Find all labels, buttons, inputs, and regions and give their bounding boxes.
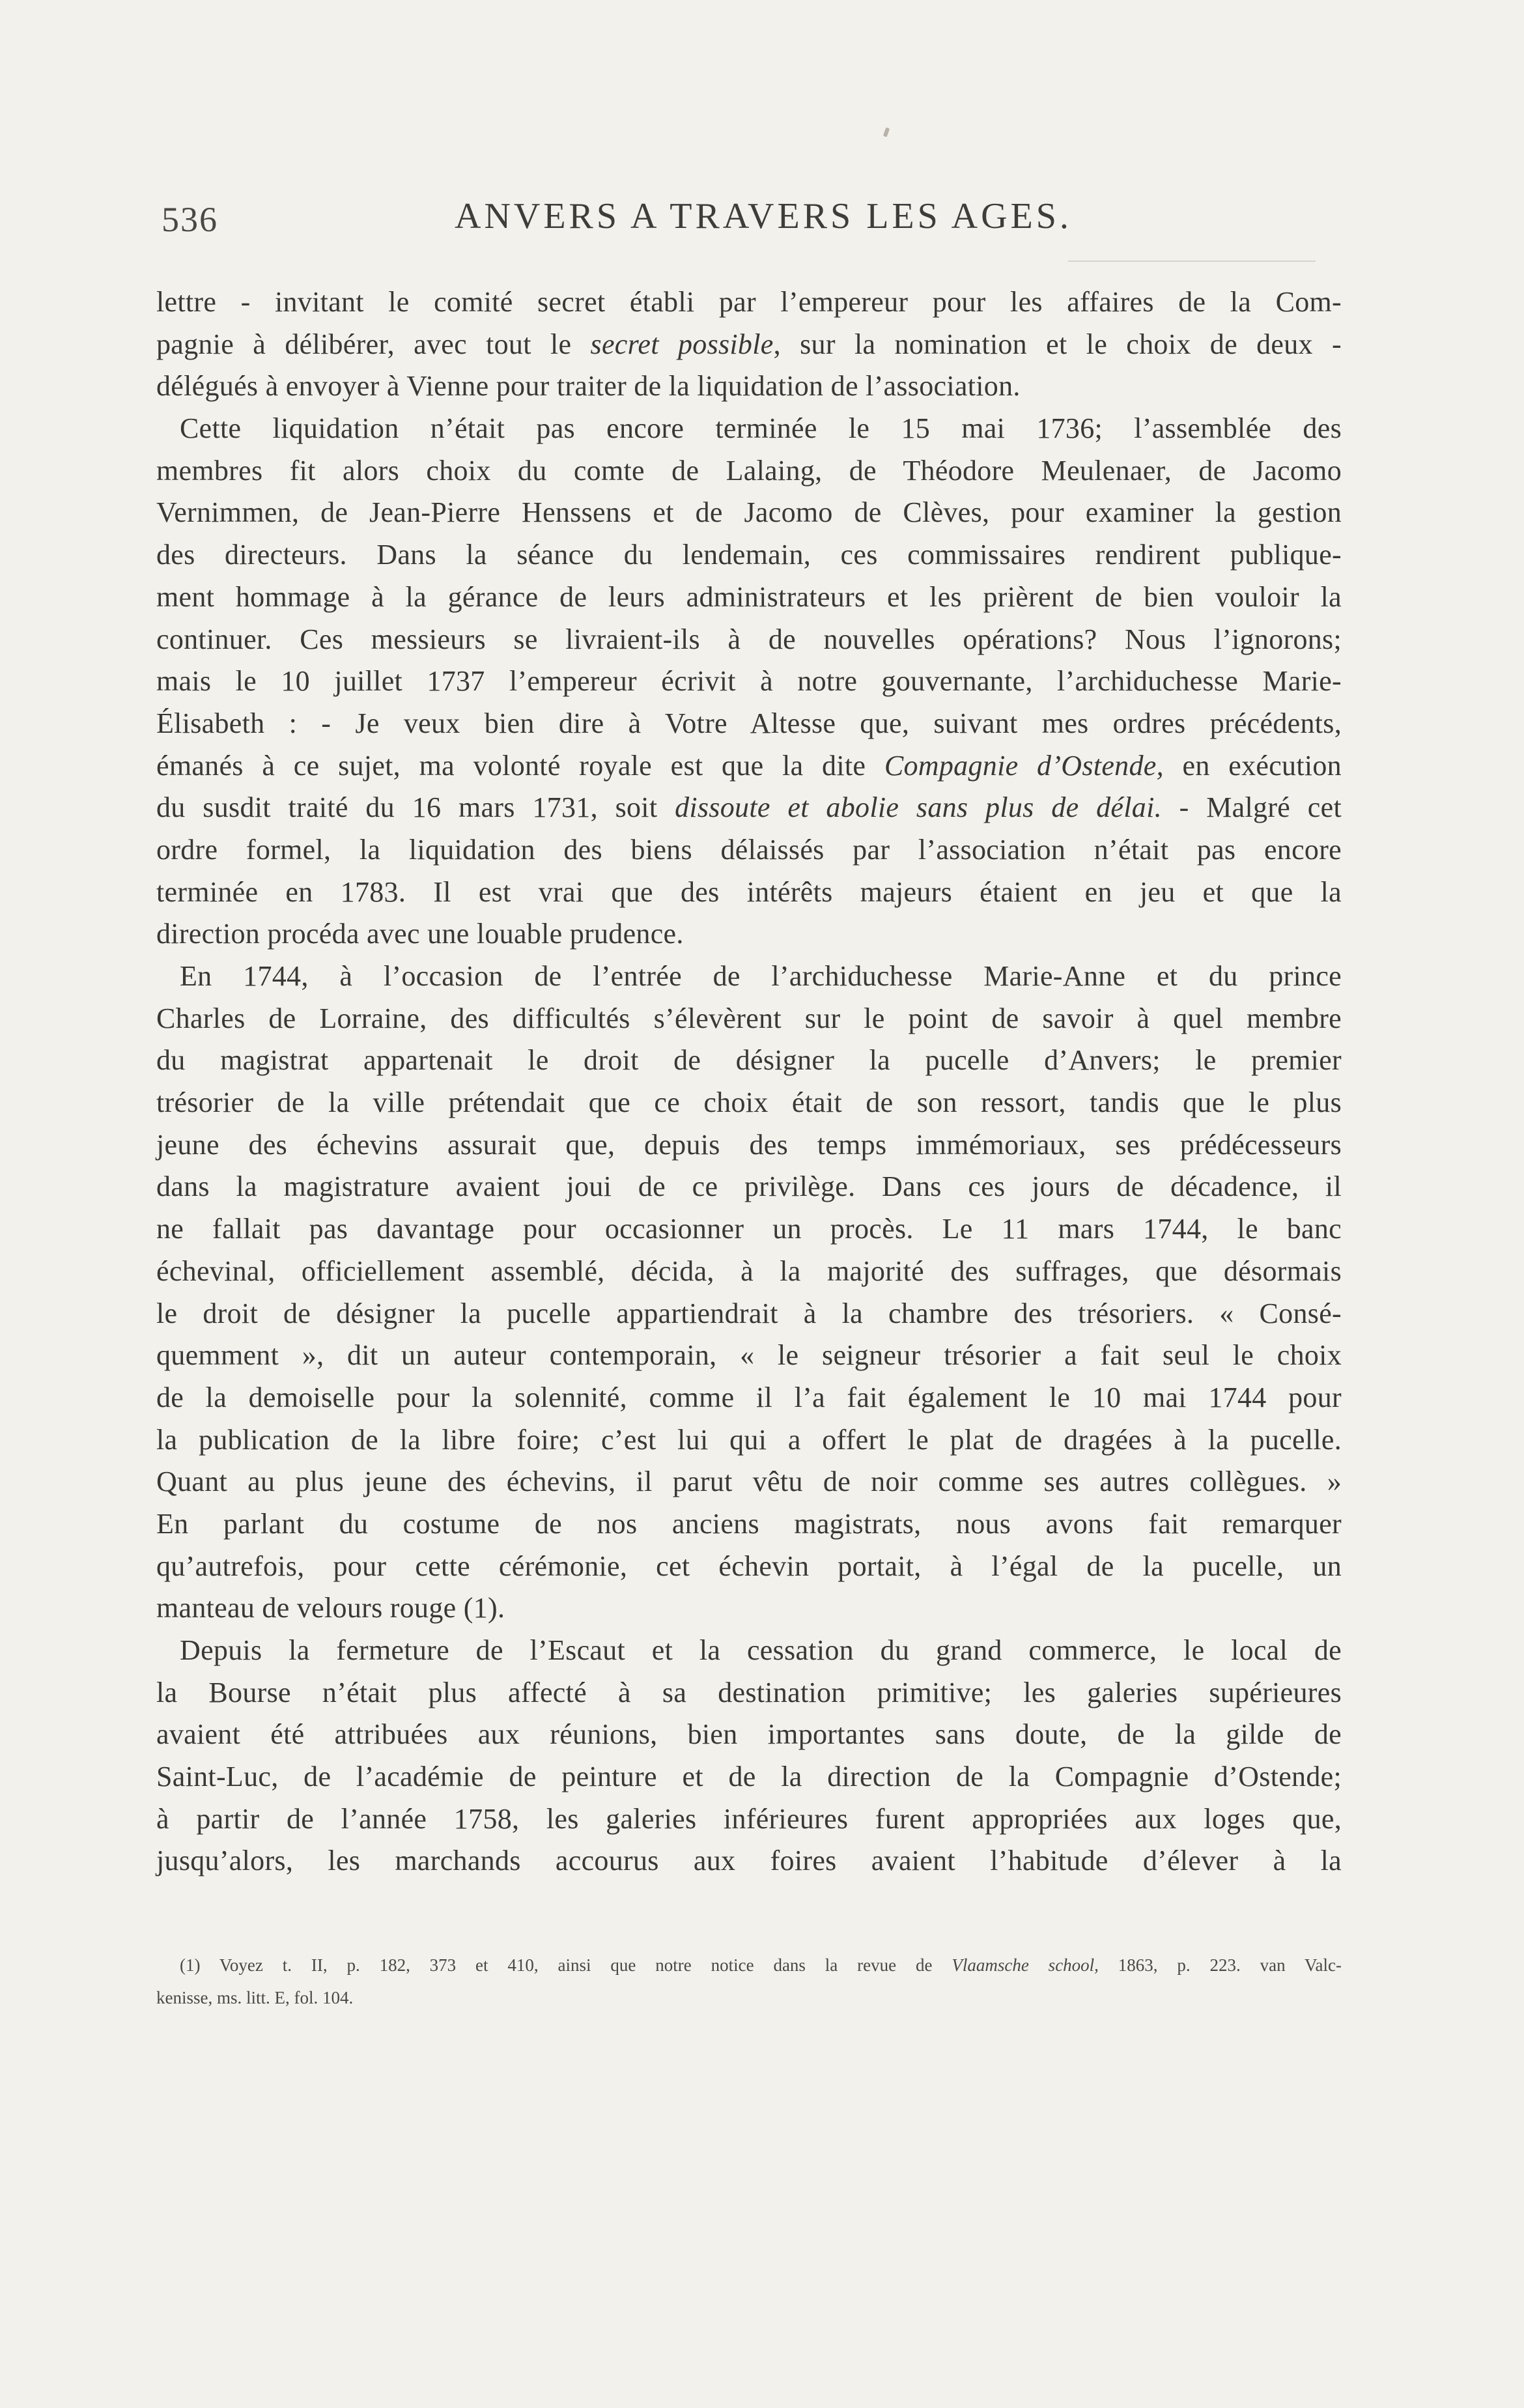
text-line: ordre formel, la liquidation des biens délaissés par l’association n’était pas encore [156, 833, 1342, 866]
text-line: terminée en 1783. Il est vrai que des intérêts majeurs étaient en jeu et que la [156, 875, 1342, 908]
text-line: du magistrat appartenait le droit de désigner la pucelle d’Anvers; le premier [156, 1044, 1342, 1077]
text-line: Élisabeth : - Je veux bien dire à Votre Altesse que, suivant mes ordres précédents, [156, 707, 1342, 739]
paragraph-start-line: Cette liquidation n’était pas encore terminée le 15 mai 1736; l’assemblée des [180, 412, 1342, 445]
text-line: du susdit traité du 16 mars 1731, soit dissoute et abolie sans plus de délai. - Malgré cet [156, 791, 1342, 824]
footnotes [156, 1949, 1342, 2014]
text-line: dans la magistrature avaient joui de ce privilège. Dans ces jours de décadence, il [156, 1170, 1342, 1203]
text-line: avaient été attribuées aux réunions, bien importantes sans doute, de la gilde de [156, 1718, 1342, 1751]
text-line: Vernimmen, de Jean-Pierre Henssens et de Jacomo de Clèves, pour examiner la gestion [156, 496, 1342, 529]
paragraph-start-line: Depuis la fermeture de l’Escaut et la cessation du grand commerce, le local de [180, 1634, 1342, 1666]
text-line: la publication de la libre foire; c’est lui qui a offert le plat de dragées à la pucelle. [156, 1423, 1342, 1456]
text-line: la Bourse n’était plus affecté à sa destination primitive; les galeries supérieures [156, 1676, 1342, 1708]
text-line: échevinal, officiellement assemblé, décida, à la majorité des suffrages, que désormais [156, 1254, 1342, 1287]
italic-phrase: dissoute et abolie sans plus de délai. [675, 791, 1162, 824]
text-line: ment hommage à la gérance de leurs administrateurs et les prièrent de bien vouloir la [156, 580, 1342, 613]
italic-phrase: secret possible [590, 328, 774, 360]
ink-mark [883, 127, 890, 137]
text-line: Quant au plus jeune des échevins, il parut vêtu de noir comme ses autres collègues. » [156, 1466, 1342, 1498]
text-line: le droit de désigner la pucelle appartiendrait à la chambre des trésoriers. « Consé- [156, 1297, 1342, 1329]
text-line: des directeurs. Dans la séance du lendemain, ces commissaires rendirent publique- [156, 539, 1342, 571]
text-line: Saint-Luc, de l’académie de peinture et de la direction de la Compagnie d’Ostende; [156, 1761, 1342, 1793]
text-line: délégués à envoyer à Vienne pour traiter de la liquidation de l’association. [156, 370, 1021, 403]
text-line: direction procéda avec une louable prudence. [156, 918, 684, 950]
page-header [162, 195, 1321, 248]
text-line: émanés à ce sujet, ma volonté royale est que la dite Compagnie d’Ostende, en exécution [156, 749, 1342, 782]
header-rule [1068, 261, 1316, 262]
page-number: 536 [162, 200, 218, 239]
text-line: En parlant du costume de nos anciens magistrats, nous avons fait remarquer [156, 1507, 1342, 1540]
text-line: Charles de Lorraine, des difficultés s’élevèrent sur le point de savoir à quel membre [156, 1002, 1342, 1034]
text-line: pagnie à délibérer, avec tout le secret possible, sur la nomination et le choix de deux - [156, 328, 1342, 360]
paragraph-start-line: En 1744, à l’occasion de l’entrée de l’archiduchesse Marie-Anne et du prince [180, 960, 1342, 992]
text-line: membres fit alors choix du comte de Lalaing, de Théodore Meulenaer, de Jacomo [156, 454, 1342, 487]
footnote-line: (1) Voyez t. II, p. 182, 373 et 410, ainsi que notre notice dans la revue de Vlaamsche school, 1863, p. 223. van Valc- [180, 1955, 1342, 1975]
running-title: ANVERS A TRAVERS LES AGES. [455, 196, 1072, 236]
text-line: ne fallait pas davantage pour occasionner un procès. Le 11 mars 1744, le banc [156, 1213, 1342, 1245]
text-line: mais le 10 juillet 1737 l’empereur écrivit à notre gouvernante, l’archiduchesse Marie- [156, 665, 1342, 698]
text-line: lettre - invitant le comité secret établi par l’empereur pour les affaires de la Com- [156, 286, 1342, 318]
text-line: jeune des échevins assurait que, depuis des temps immémoriaux, ses prédécesseurs [156, 1128, 1342, 1161]
text-line: trésorier de la ville prétendait que ce choix était de son ressort, tandis que le plus [156, 1086, 1342, 1119]
text-line: qu’autrefois, pour cette cérémonie, cet échevin portait, à l’égal de la pucelle, un [156, 1550, 1342, 1582]
footnote-line: kenisse, ms. litt. E, fol. 104. [156, 1988, 354, 2007]
text-line: quemment », dit un auteur contemporain, « le seigneur trésorier a fait seul le choix [156, 1339, 1342, 1372]
italic-phrase: Compagnie d’Ostende, [884, 749, 1164, 782]
text-line: continuer. Ces messieurs se livraient-ils à de nouvelles opérations? Nous l’ignorons; [156, 623, 1342, 655]
text-line: de la demoiselle pour la solennité, comme il l’a fait également le 10 mai 1744 pour [156, 1381, 1342, 1413]
body-text [156, 281, 1342, 1882]
italic-phrase: Vlaamsche school, [952, 1955, 1099, 1975]
text-line: jusqu’alors, les marchands accourus aux foires avaient l’habitude d’élever à la [156, 1845, 1342, 1877]
text-line: manteau de velours rouge (1). [156, 1592, 505, 1624]
text-line: à partir de l’année 1758, les galeries inférieures furent appropriées aux loges que, [156, 1802, 1342, 1835]
